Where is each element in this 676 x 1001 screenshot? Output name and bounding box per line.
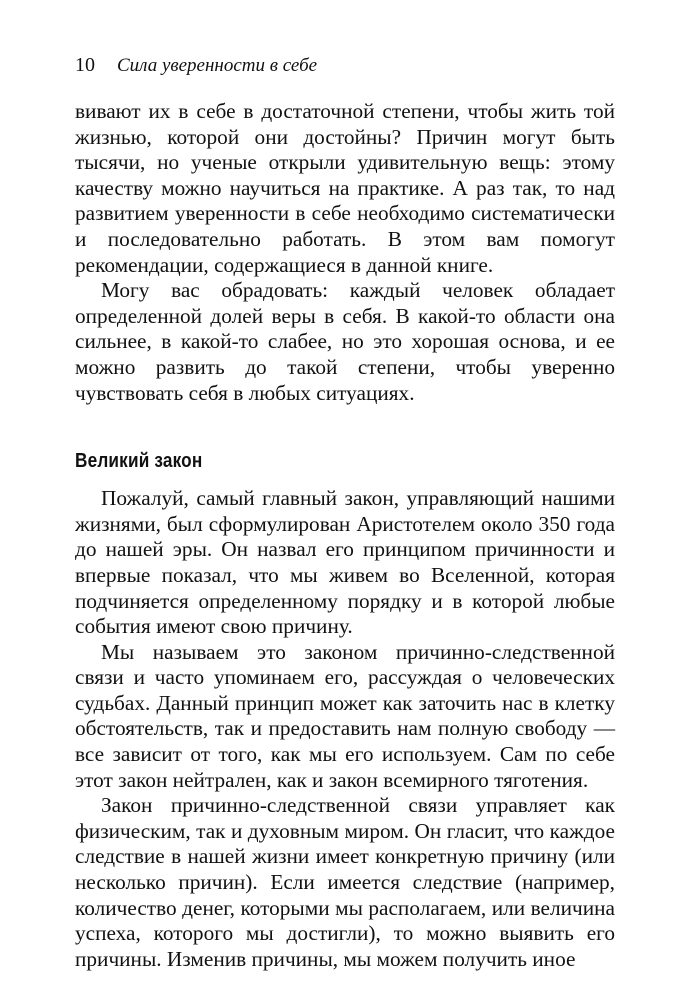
paragraph-section-1: Пожалуй, самый главный закон, управляющий нашими жизнями, был сформулирован Аристотелем около 350 года до нашей эры. Он назвал его принципом причинности и впервые показал, что мы живем во Вселенной, которая подчиняется определенному порядку и в которой любые события имеют свою причину. xyxy=(75,486,615,639)
running-header xyxy=(75,52,615,78)
paragraph-intro-second: Могу вас обрадовать: каждый человек обладает определенной долей веры в себя. В какой-то области она сильнее, в какой-то слабее, но это хорошая основа, и ее можно развить до такой степени, чтобы уверенно чувствовать себя в любых ситуациях. xyxy=(75,278,615,405)
paragraph-intro-continued: вивают их в себе в достаточной степени, чтобы жить той жизнью, которой они достойны? Причин могут быть тысячи, но ученые открыли удивительную вещь: этому качеству можно научиться на практике. А раз так, то над развитием уверенности в себе необходимо систематически и последовательно работать. В этом вам помогут рекомендации, содержащиеся в данной книге. xyxy=(75,99,615,277)
paragraph-section-3: Закон причинно-следственной связи управляет как физическим, так и духовным миром. Он гласит, что каждое следствие в нашей жизни имеет конкретную причину (или несколько причин). Если имеется следствие (например, количество денег, которыми мы располагаем, или величина успеха, которого мы достигли), то можно выявить его причины. Изменив причины, мы можем получить иное xyxy=(75,793,615,971)
body-text xyxy=(75,99,615,972)
running-title: Сила уверенности в себе xyxy=(117,55,318,76)
page-number: 10 xyxy=(75,54,95,76)
book-page xyxy=(75,52,615,972)
paragraph-section-2: Мы называем это законом причинно-следственной связи и часто упоминаем его, рассуждая о человеческих судьбах. Данный принцип может как заточить нас в клетку обстоятельств, так и предоставить нам полную свободу — все зависит от того, как мы его используем. Сам по себе этот закон нейтрален, как и закон всемирного тяготения. xyxy=(75,639,615,792)
section-heading: Великий закон xyxy=(75,450,203,473)
